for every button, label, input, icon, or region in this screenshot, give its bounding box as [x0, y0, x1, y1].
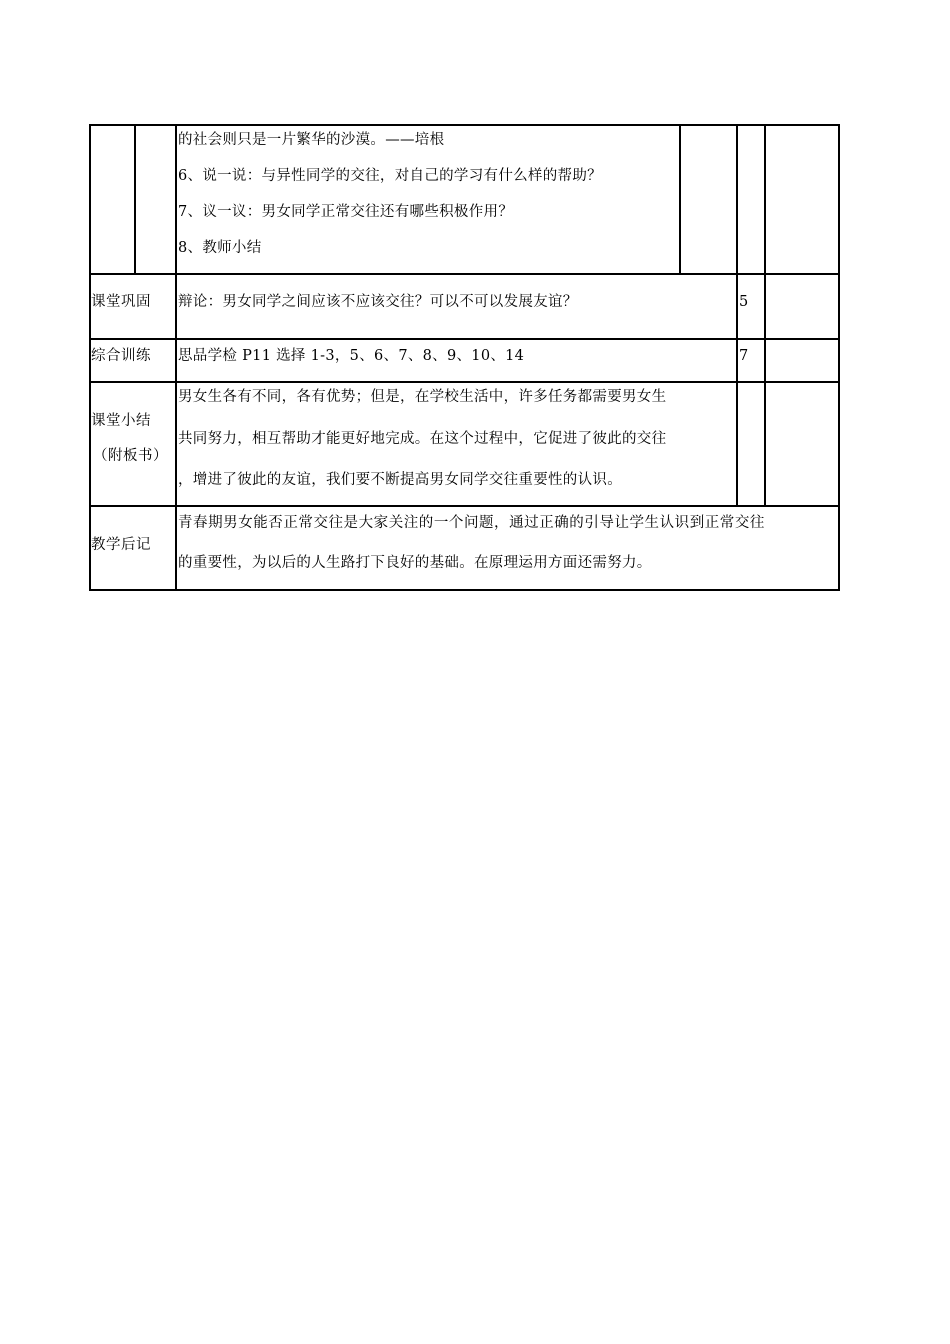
row-label-practice: 综合训练 — [91, 348, 151, 364]
row-divider — [89, 505, 840, 507]
row-divider — [89, 381, 840, 383]
consolidation-content: 辩论：男女同学之间应该不应该交往？可以不可以发展友谊？ — [178, 294, 578, 310]
content-line: 8、教师小结 — [178, 240, 262, 256]
column-divider — [175, 124, 177, 591]
table-border-top — [89, 124, 840, 126]
column-divider — [679, 124, 681, 274]
row-label-reflection: 教学后记 — [91, 537, 151, 553]
practice-content: 思品学检 P11 选择 1-3，5、6、7、8、9、10、14 — [178, 348, 525, 364]
column-divider — [736, 124, 738, 507]
table-border-right — [838, 124, 840, 591]
row-label-summary: 课堂小结 — [91, 413, 151, 429]
table-border-bottom — [89, 589, 840, 591]
row-label-consolidation: 课堂巩固 — [91, 294, 151, 310]
summary-line: 男女生各有不同，各有优势；但是，在学校生活中，许多任务都需要男女生 — [178, 389, 667, 405]
summary-line: ，增进了彼此的友谊，我们要不断提高男女同学交往重要性的认识。 — [178, 472, 622, 488]
consolidation-minutes: 5 — [739, 294, 749, 310]
content-line: 6、说一说：与异性同学的交往，对自己的学习有什么样的帮助？ — [178, 168, 602, 184]
row-divider — [89, 338, 840, 340]
summary-line: 共同努力，相互帮助才能更好地完成。在这个过程中，它促进了彼此的交往 — [178, 431, 667, 447]
content-line: 7、议一议：男女同学正常交往还有哪些积极作用？ — [178, 204, 514, 220]
column-divider — [764, 124, 766, 507]
column-divider — [134, 124, 136, 274]
reflection-line: 的重要性，为以后的人生路打下良好的基础。在原理运用方面还需努力。 — [178, 555, 652, 571]
row-label-summary-sub: （附板书） — [93, 448, 168, 464]
reflection-line: 青春期男女能否正常交往是大家关注的一个问题，通过正确的引导让学生认识到正常交往 — [178, 515, 765, 531]
practice-minutes: 7 — [739, 348, 749, 364]
row-divider — [89, 273, 840, 275]
content-line: 的社会则只是一片繁华的沙漠。——培根 — [178, 132, 445, 148]
